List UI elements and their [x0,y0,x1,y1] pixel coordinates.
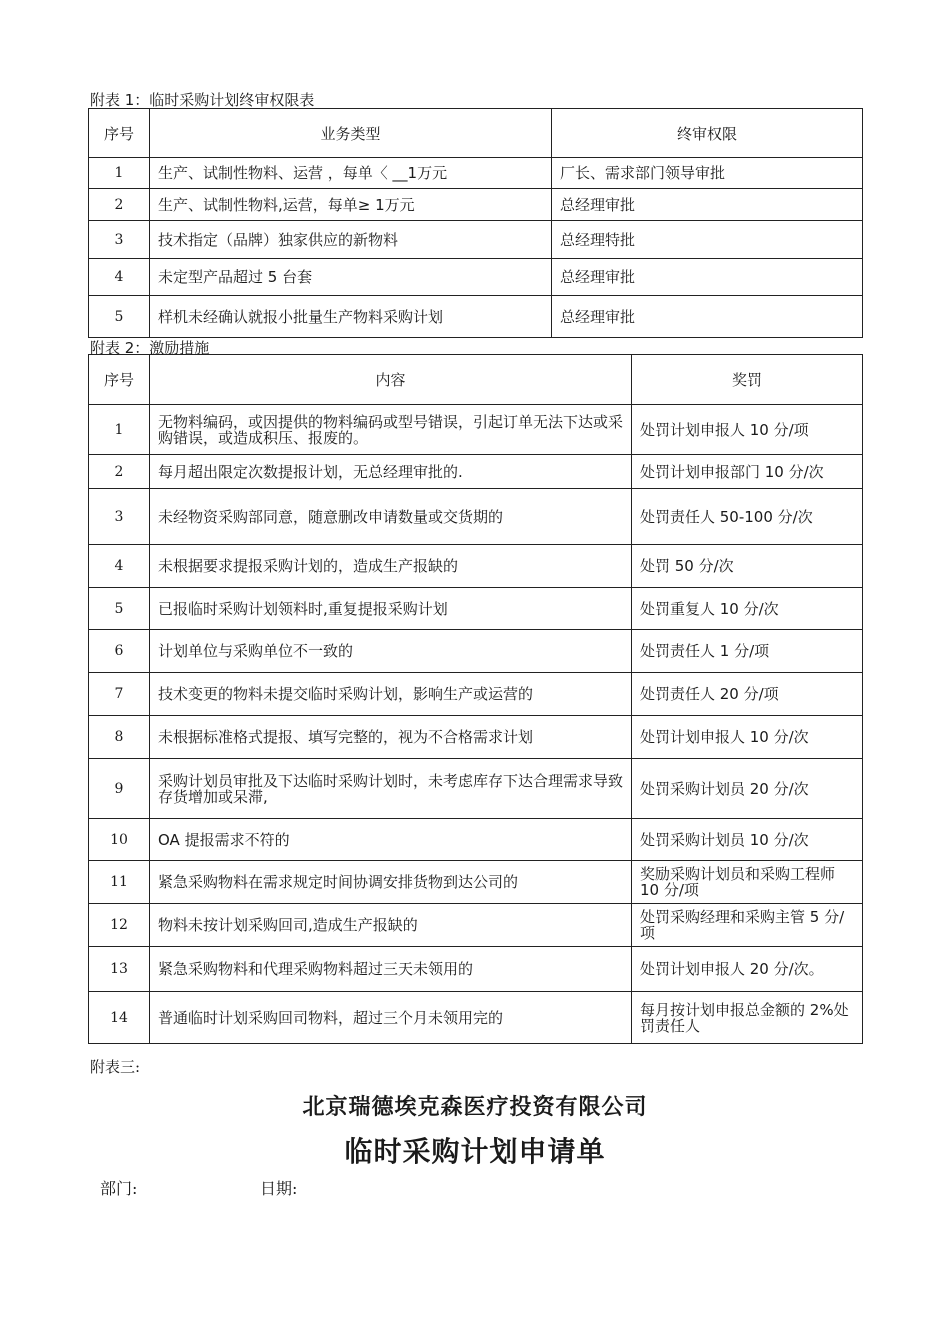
header-business-type: 业务类型 [150,109,552,158]
table-row [89,716,863,759]
cell-content: 每月超出限定次数提报计划，无总经理审批的. [150,455,632,489]
cell-reward: 处罚重复人 10 分/次 [632,588,863,630]
cell-no: 2 [89,189,150,221]
header-authority: 终审权限 [552,109,863,158]
cell-content: 未根据要求提报采购计划的，造成生产报缺的 [150,545,632,588]
cell-reward: 处罚责任人 20 分/项 [632,673,863,716]
cell-content: 计划单位与采购单位不一致的 [150,630,632,673]
cell-no: 2 [89,455,150,489]
cell-authority: 厂长、需求部门领导审批 [552,158,863,189]
table-row [89,158,863,189]
table-row [89,904,863,947]
cell-no: 1 [89,158,150,189]
approval-authority-table [88,108,863,338]
cell-content: 已报临时采购计划领料时,重复提报采购计划 [150,588,632,630]
cell-business-type: 技术指定（品牌）独家供应的新物料 [150,221,552,259]
cell-business-type: 未定型产品超过 5 台套 [150,259,552,296]
cell-content: 未根据标准格式提报、填写完整的，视为不合格需求计划 [150,716,632,759]
cell-no: 13 [89,947,150,992]
header-no: 序号 [89,109,150,158]
cell-content: 紧急采购物料在需求规定时间协调安排货物到达公司的 [150,861,632,904]
table-row [89,259,863,296]
cell-no: 3 [89,489,150,545]
cell-authority: 总经理特批 [552,221,863,259]
cell-business-type: 样机未经确认就报小批量生产物料采购计划 [150,296,552,338]
table-row [89,630,863,673]
appendix3-label: 附表三: [90,1058,141,1076]
cell-no: 5 [89,296,150,338]
cell-reward: 奖励采购计划员和采购工程师 10 分/项 [632,861,863,904]
department-label: 部门: [100,1179,138,1198]
cell-no: 5 [89,588,150,630]
table-row [89,992,863,1044]
table-row [89,673,863,716]
cell-reward: 每月按计划申报总金额的 2%处罚责任人 [632,992,863,1044]
cell-no: 10 [89,819,150,861]
cell-content: 未经物资采购部同意，随意删改申请数量或交货期的 [150,489,632,545]
cell-content: 无物料编码，或因提供的物料编码或型号错误，引起订单无法下达或采购错误，或造成积压、报废的。 [150,405,632,455]
table-row [89,947,863,992]
cell-reward: 处罚采购经理和采购主管 5 分/项 [632,904,863,947]
table1-caption: 附表 1：临时采购计划终审权限表 [90,91,315,109]
cell-no: 1 [89,405,150,455]
cell-authority: 总经理审批 [552,189,863,221]
table-row [89,455,863,489]
cell-no: 9 [89,759,150,819]
cell-no: 12 [89,904,150,947]
table-row [89,819,863,861]
date-label: 日期: [260,1179,298,1198]
cell-no: 4 [89,545,150,588]
cell-reward: 处罚计划申报人 20 分/次。 [632,947,863,992]
cell-no: 11 [89,861,150,904]
table-row [89,759,863,819]
cell-authority: 总经理审批 [552,296,863,338]
cell-no: 14 [89,992,150,1044]
table-row [89,588,863,630]
cell-reward: 处罚责任人 50-100 分/次 [632,489,863,545]
cell-content: 物料未按计划采购回司,造成生产报缺的 [150,904,632,947]
incentive-table [88,354,863,1044]
table-row [89,189,863,221]
cell-reward: 处罚计划申报部门 10 分/次 [632,455,863,489]
cell-content: 采购计划员审批及下达临时采购计划时，未考虑库存下达合理需求导致存货增加或呆滞, [150,759,632,819]
cell-content: 紧急采购物料和代理采购物料超过三天未领用的 [150,947,632,992]
cell-content: 普通临时计划采购回司物料，超过三个月未领用完的 [150,992,632,1044]
table-row [89,221,863,259]
cell-authority: 总经理审批 [552,259,863,296]
cell-content: OA 提报需求不符的 [150,819,632,861]
table-row [89,861,863,904]
cell-no: 6 [89,630,150,673]
cell-reward: 处罚采购计划员 10 分/次 [632,819,863,861]
cell-no: 4 [89,259,150,296]
table-row [89,296,863,338]
cell-business-type: 生产、试制性物料、运营 ，每单〈 __1万元 [150,158,552,189]
header-no: 序号 [89,355,150,405]
cell-reward: 处罚 50 分/次 [632,545,863,588]
cell-business-type: 生产、试制性物料,运营，每单≥ 1万元 [150,189,552,221]
header-content: 内容 [150,355,632,405]
company-name: 北京瑞德埃克森医疗投资有限公司 [302,1094,648,1120]
cell-reward: 处罚采购计划员 20 分/次 [632,759,863,819]
form-title: 临时采购计划申请单 [344,1135,606,1168]
header-reward: 奖罚 [632,355,863,405]
table-row [89,489,863,545]
cell-no: 3 [89,221,150,259]
cell-no: 7 [89,673,150,716]
cell-content: 技术变更的物料未提交临时采购计划，影响生产或运营的 [150,673,632,716]
table-row [89,405,863,455]
cell-reward: 处罚计划申报人 10 分/项 [632,405,863,455]
table-row [89,545,863,588]
table2-caption: 附表 2：激励措施 [90,339,210,357]
cell-no: 8 [89,716,150,759]
cell-reward: 处罚计划申报人 10 分/次 [632,716,863,759]
cell-reward: 处罚责任人 1 分/项 [632,630,863,673]
